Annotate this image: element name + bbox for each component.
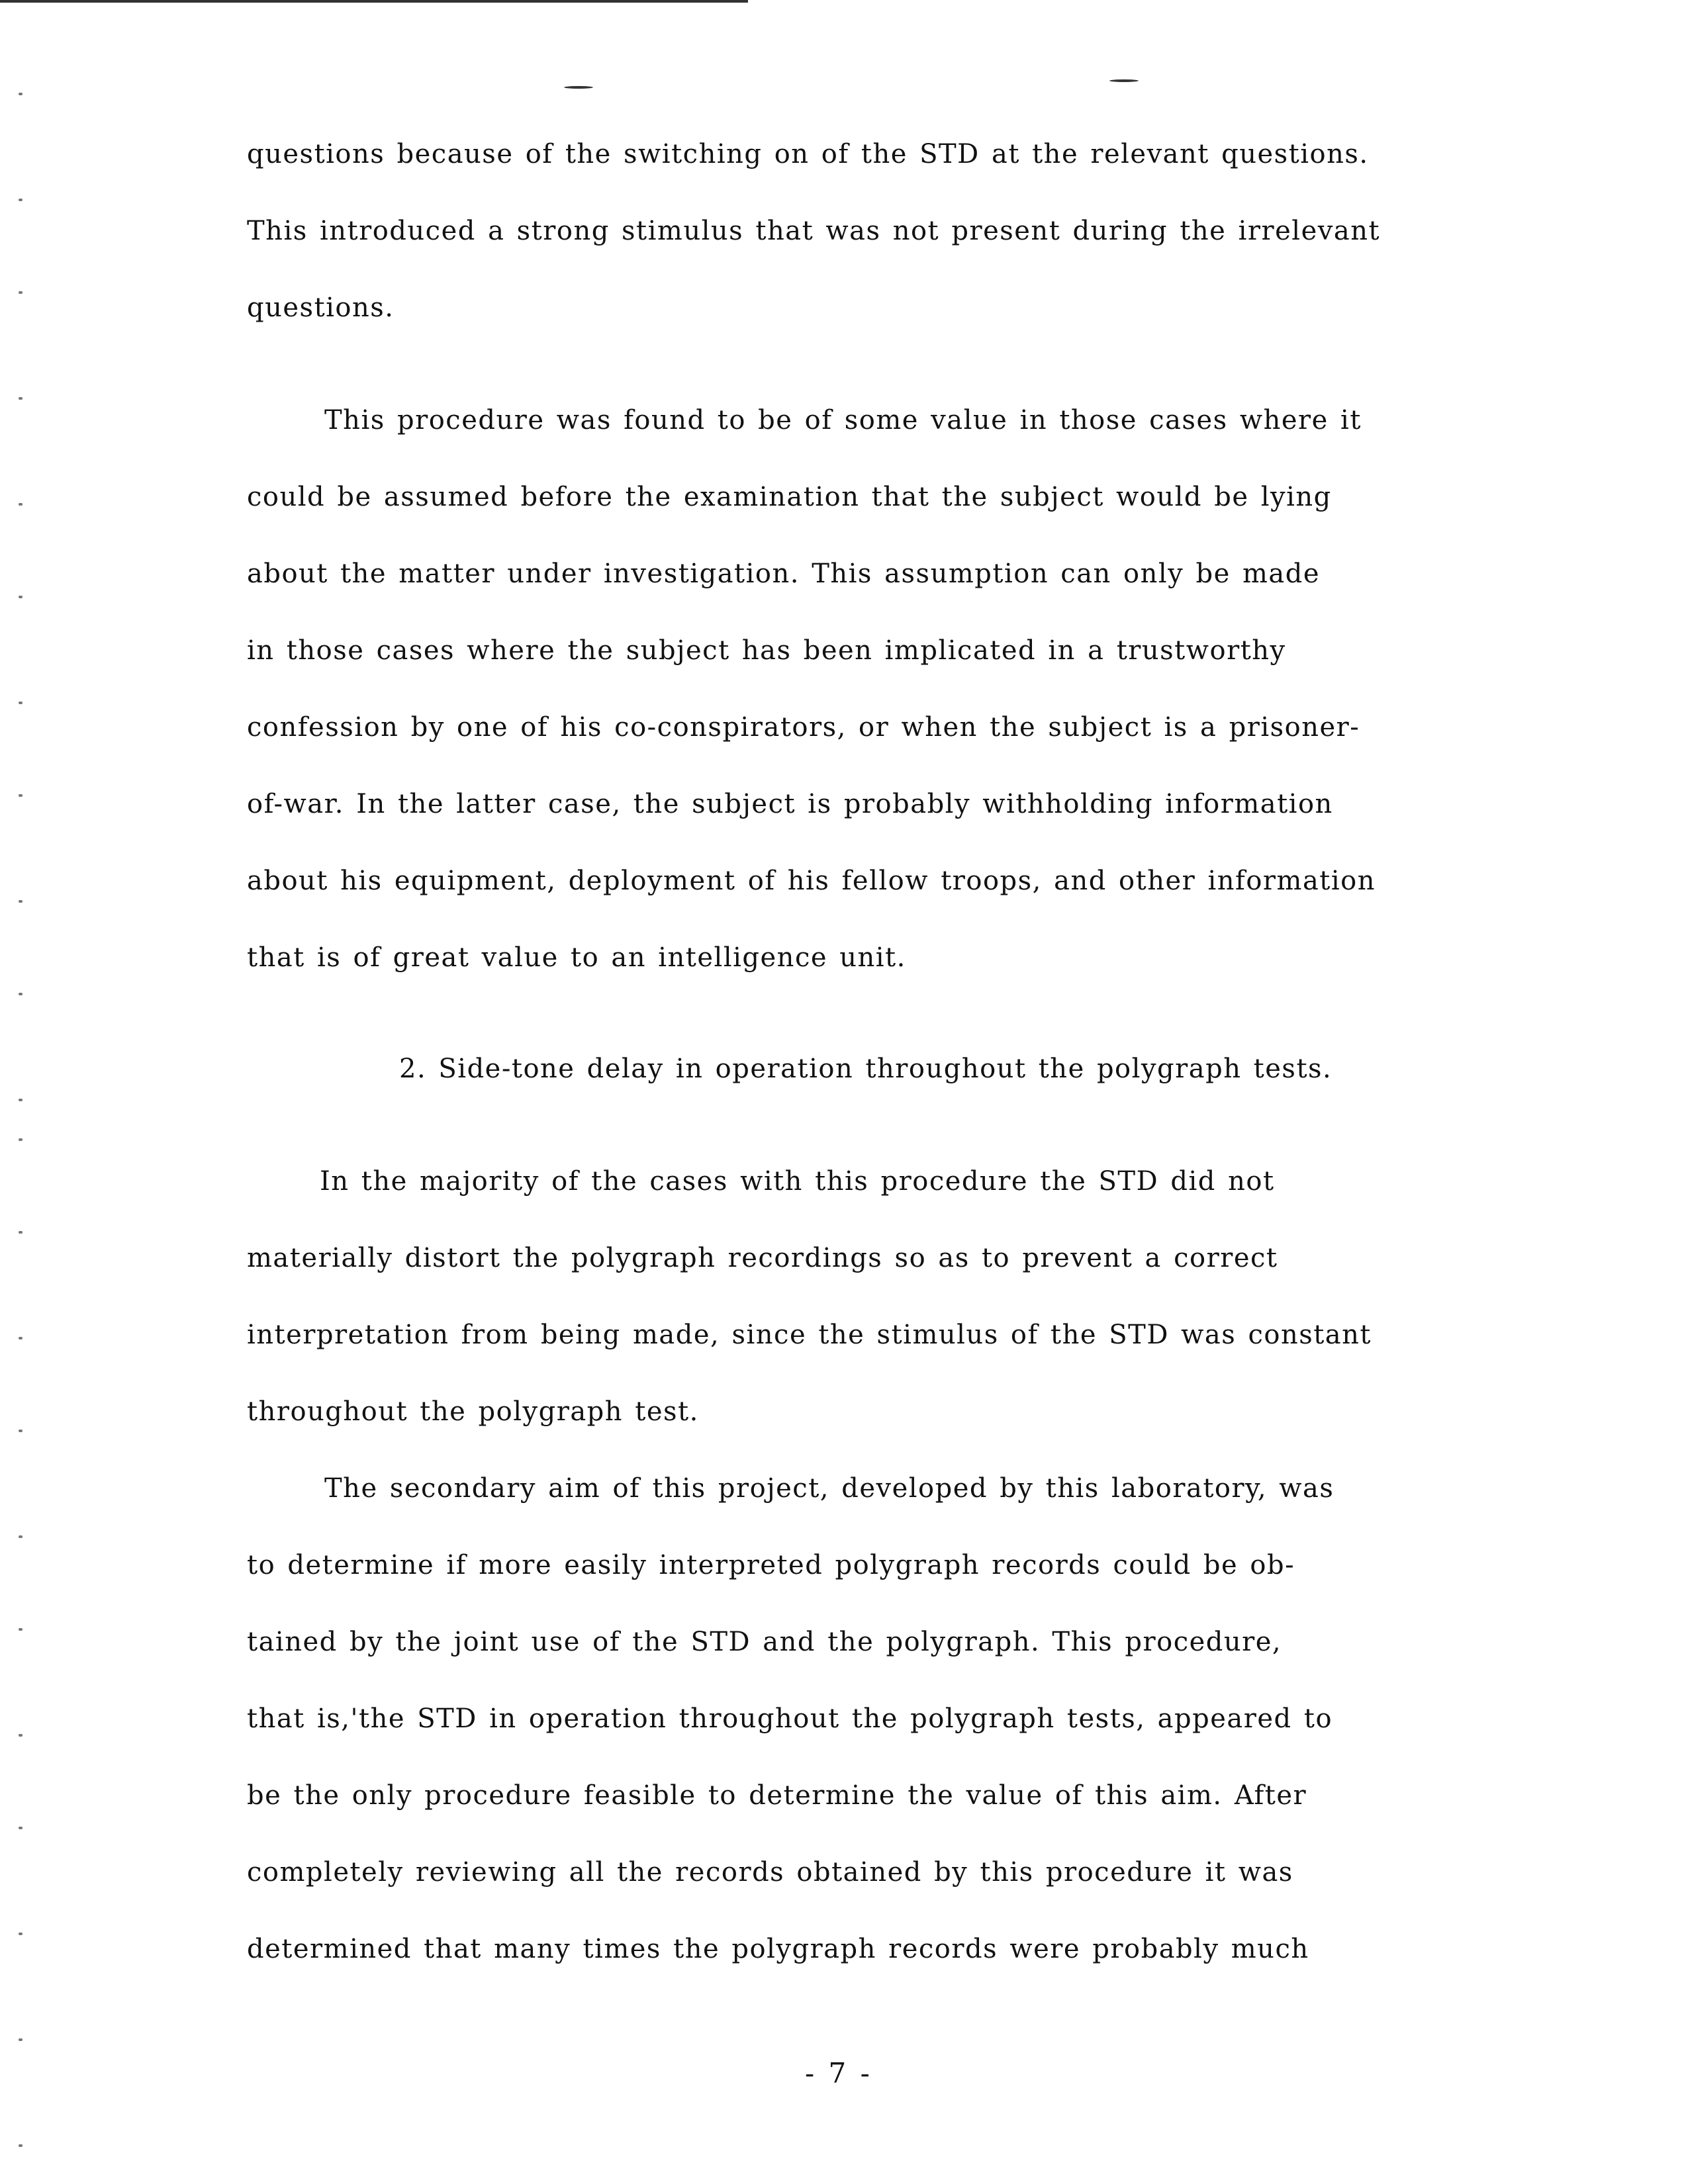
text-line: tained by the joint use of the STD and the polygraph. This procedure, (247, 1627, 1282, 1657)
text-line: The secondary aim of this project, developed by this laboratory, was (324, 1473, 1334, 1504)
text-line: questions because of the switching on of the STD at the relevant questions. (247, 139, 1369, 169)
scan-speck (19, 1535, 23, 1538)
scan-speck (19, 1337, 23, 1340)
scan-speck (19, 1933, 23, 1935)
scan-speck (19, 1138, 23, 1141)
text-line: This introduced a strong stimulus that was not present during the irrelevant (247, 216, 1381, 246)
text-line: materially distort the polygraph recordings so as to prevent a correct (247, 1243, 1278, 1273)
scan-speck (19, 291, 23, 294)
text-line: confession by one of his co-conspirators, or when the subject is a prisoner- (247, 712, 1360, 743)
text-line: that is of great value to an intelligence unit. (247, 942, 906, 973)
scan-speck (19, 397, 23, 400)
scan-speck (19, 1430, 23, 1432)
scan-speck (19, 1099, 23, 1101)
text-line: In the majority of the cases with this procedure the STD did not (320, 1166, 1275, 1197)
section-heading: 2. Side-tone delay in operation throughout the polygraph tests. (399, 1054, 1333, 1084)
scan-speck (19, 199, 23, 201)
text-line: be the only procedure feasible to determine the value of this aim. After (247, 1780, 1307, 1811)
scan-speck (19, 2144, 23, 2147)
text-line: interpretation from being made, since the stimulus of the STD was constant (247, 1320, 1372, 1350)
scan-speck (19, 1628, 23, 1631)
top-scan-rule (0, 0, 748, 3)
text-line: could be assumed before the examination that the subject would be lying (247, 482, 1332, 512)
text-line: completely reviewing all the records obtained by this procedure it was (247, 1857, 1293, 1888)
text-line: in those cases where the subject has been implicated in a trustworthy (247, 635, 1286, 666)
text-line: that is,'the STD in operation throughout the polygraph tests, appeared to (247, 1704, 1333, 1734)
scan-speck (19, 993, 23, 995)
text-line: of-war. In the latter case, the subject is probably withholding information (247, 789, 1333, 819)
scan-speck (19, 93, 23, 95)
text-line: about his equipment, deployment of his fellow troops, and other information (247, 866, 1376, 896)
text-line: This procedure was found to be of some value in those cases where it (324, 405, 1362, 435)
margin-scan-artifacts (19, 79, 58, 2164)
scan-speck (19, 794, 23, 797)
page-number: - 7 - (805, 2057, 872, 2089)
text-line: determined that many times the polygraph records were probably much (247, 1934, 1309, 1964)
text-line: to determine if more easily interpreted polygraph records could be ob- (247, 1550, 1295, 1580)
scan-speck (19, 1231, 23, 1234)
scan-speck (19, 596, 23, 598)
text-line: throughout the polygraph test. (247, 1396, 699, 1427)
scan-speck (19, 702, 23, 704)
scan-mark-right (1109, 79, 1139, 82)
scan-mark-left (564, 86, 593, 89)
text-line: about the matter under investigation. This assumption can only be made (247, 559, 1321, 589)
scan-speck (19, 900, 23, 903)
text-line: questions. (247, 293, 395, 323)
scan-speck (19, 1734, 23, 1737)
scan-speck (19, 1827, 23, 1829)
scan-speck (19, 503, 23, 506)
scan-speck (19, 2038, 23, 2041)
